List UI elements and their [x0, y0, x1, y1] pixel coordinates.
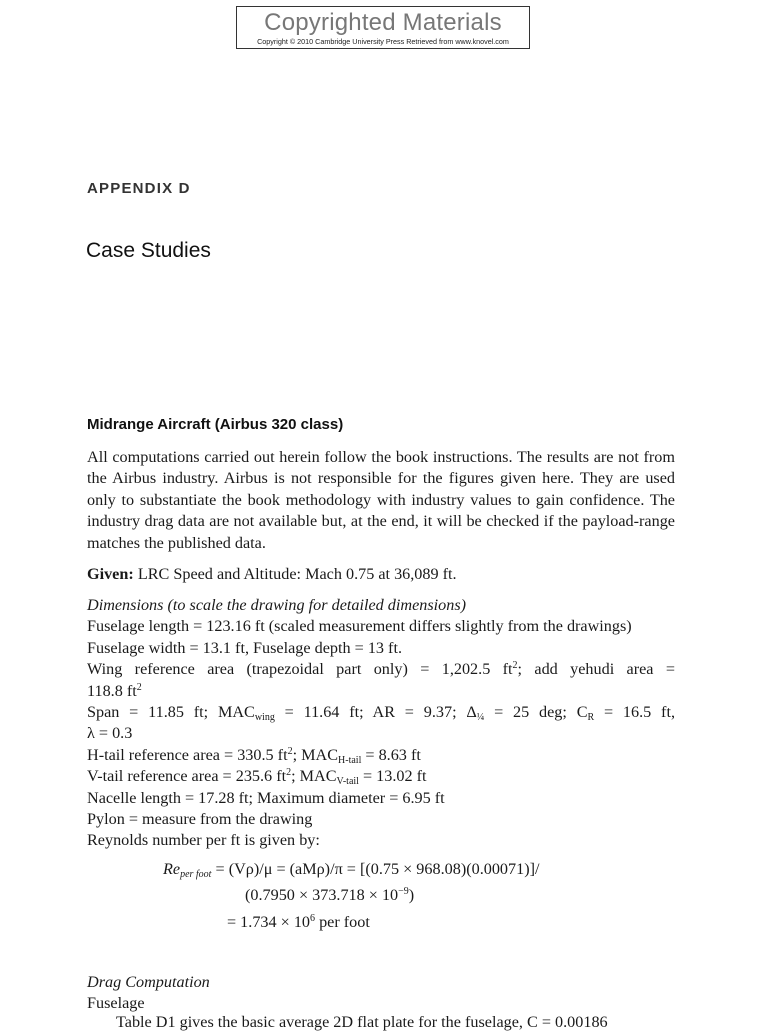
fuselage-subheading: Fuselage [87, 994, 145, 1013]
fuselage-width: Fuselage width = 13.1 ft, Fuselage depth = 13 ft. [87, 638, 402, 657]
drag-block [87, 972, 675, 1015]
wing-reference-area: Wing reference area (trapezoidal part only) = 1,202.5 $ft^2$; add yehudi area = [87, 660, 675, 679]
cut-off-line: Table D1 gives the basic average 2D flat plate for the fuselage, C = 0.00186 [116, 1013, 608, 1031]
equation-line-3: = $1.734 \times 10^6$ per foot [227, 913, 370, 931]
copyright-stamp [236, 6, 530, 49]
chapter-title: Case Studies [86, 239, 211, 262]
section-heading: Midrange Aircraft (Airbus 320 class) [87, 416, 344, 433]
stamp-title: Copyrighted Materials [264, 9, 502, 36]
taper-ratio: λ = 0.3 [87, 724, 133, 743]
vtail-line: V-tail reference area = 235.6 $ft^2$; $MAC_{V-tail} = 13.02$ ft [87, 767, 427, 788]
drag-heading: Drag Computation [87, 973, 210, 991]
dimensions-block [87, 595, 675, 852]
fuselage-length: Fuselage length = 123.16 ft (scaled measurement differs slightly from the drawings) [87, 617, 632, 636]
htail-line: H-tail reference area = 330.5 $ft^2$; $MAC_{H-tail} = 8.63$ ft [87, 745, 421, 766]
equation-line-1: $Re_{per foot} = (V\rho)/\mu = (aM\rho)/\pi = [(0.75 \times 968.08)(0.00071)]/$ [163, 860, 540, 880]
pylon-line: Pylon = measure from the drawing [87, 810, 313, 829]
appendix-label: APPENDIX D [87, 180, 191, 197]
yehudi-area: 118.8 $ft^2$ [87, 681, 142, 700]
given-label: Given: [87, 565, 134, 583]
equation-line-2: $(0.7950 \times 373.718 \times 10^{-9})$ [245, 886, 415, 904]
intro-paragraph: All computations carried out herein follow the book instructions. The results are not from the Airbus industry. Airbus is not responsible for the figures given here. They are used only to substantiate the book methodology with industry values to gain confidence. The industry drag data are not available but, at the end, it will be checked if the payload-range matches the published data. [87, 448, 675, 552]
given-text: LRC Speed and Altitude: Mach 0.75 at 36,089 ft. [133, 565, 457, 583]
dimensions-heading: Dimensions (to scale the drawing for detailed dimensions) [87, 596, 467, 614]
nacelle-line: Nacelle length = 17.28 ft; Maximum diameter = 6.95 ft [87, 788, 445, 807]
stamp-copyright-line: Copyright © 2010 Cambridge University Press Retrieved from www.knovel.com [257, 37, 509, 46]
reynolds-intro: Reynolds number per ft is given by: [87, 831, 320, 850]
given-line [87, 564, 675, 585]
span-line: Span = 11.85 ft; $MAC_{wing} = 11.64$ ft; AR = 9.37; $\Delta_{\frac{1}{4}} = 25$ deg; $C_R = 16.5$ ft, [87, 703, 675, 724]
